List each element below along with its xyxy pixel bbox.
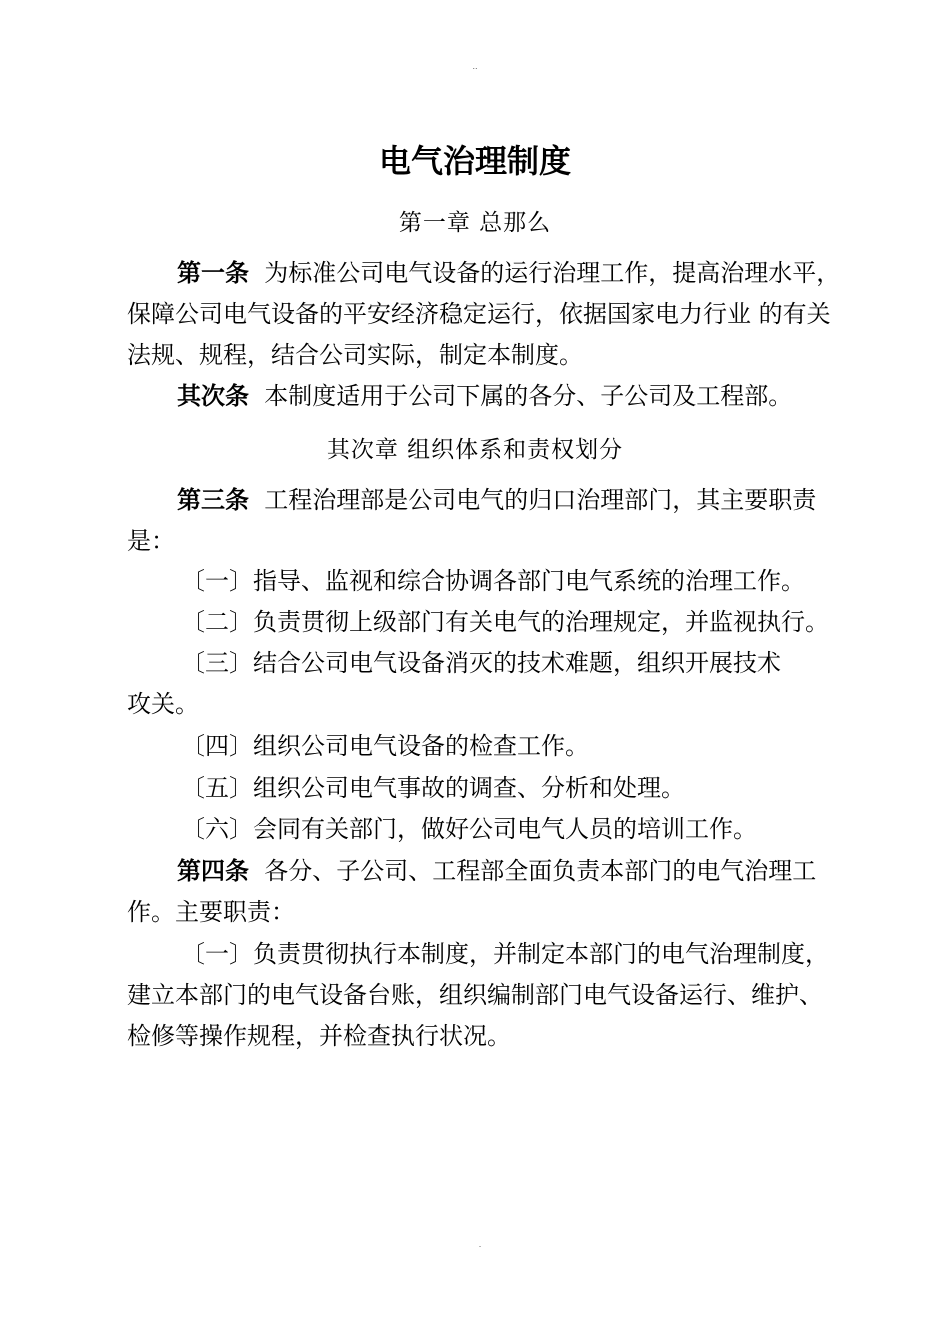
header-mark: .. bbox=[472, 62, 478, 71]
article-3-item-5 bbox=[127, 768, 847, 809]
article-2-text: 本制度适用于公司下属的各分、子公司及工程部。 bbox=[264, 382, 793, 410]
article-3 bbox=[127, 480, 847, 562]
article-3-item-3-text: 〔三〕结合公司电气设备消灭的技术难题，组织开展技术攻关。 bbox=[127, 649, 781, 718]
article-4-text: 各分、子公司、工程部全面负责本部门的电气治理工作。主要职责： bbox=[127, 857, 817, 926]
article-3-item-2 bbox=[127, 602, 847, 643]
article-3-text: 工程治理部是公司电气的归口治理部门，其主要职责是： bbox=[127, 486, 817, 555]
article-3-item-1 bbox=[127, 561, 847, 602]
article-4-item-1-text: 〔一〕负责贯彻执行本制度，并制定本部门的电气治理制度， 建立本部门的电气设备台账，组织编制部门电气设备运行、维护、 检修等操作规程，并检查执行状况。 bbox=[127, 940, 829, 1050]
document-title: 电气治理制度 bbox=[378, 142, 571, 180]
article-4 bbox=[127, 851, 847, 933]
article-3-item-4-text: 〔四〕组织公司电气设备的检查工作。 bbox=[181, 732, 589, 760]
article-1 bbox=[127, 253, 847, 376]
article-1-lead: 第一条 bbox=[177, 259, 249, 287]
article-3-item-6-text: 〔六〕会同有关部门，做好公司电气人员的培训工作。 bbox=[181, 815, 757, 843]
article-2-lead: 其次条 bbox=[177, 382, 249, 410]
article-4-lead: 第四条 bbox=[177, 857, 249, 885]
article-3-lead: 第三条 bbox=[177, 486, 249, 514]
article-3-item-5-text: 〔五〕组织公司电气事故的调查、分析和处理。 bbox=[181, 774, 685, 802]
article-4-item-1 bbox=[127, 934, 847, 1057]
article-2 bbox=[127, 376, 847, 417]
article-1-text: 为标准公司电气设备的运行治理工作，提高治理水平，保障公司电气设备的平安经济稳定运行，依据国家电力行业 的有关法规、规程，结合公司实际，制定本制度。 bbox=[127, 259, 841, 369]
chapter-heading-2: 其次章 组织体系和责权划分 bbox=[326, 437, 624, 463]
article-3-item-6 bbox=[127, 809, 847, 850]
article-3-item-3 bbox=[127, 643, 797, 725]
chapter-heading-1: 第一章 总那么 bbox=[398, 210, 552, 236]
article-3-item-4 bbox=[127, 726, 847, 767]
article-3-item-2-text: 〔二〕负责贯彻上级部门有关电气的治理规定，并监视执行。 bbox=[181, 608, 829, 636]
article-3-item-1-text: 〔一〕指导、监视和综合协调各部门电气系统的治理工作。 bbox=[181, 567, 805, 595]
footer-mark: . bbox=[478, 1240, 482, 1249]
